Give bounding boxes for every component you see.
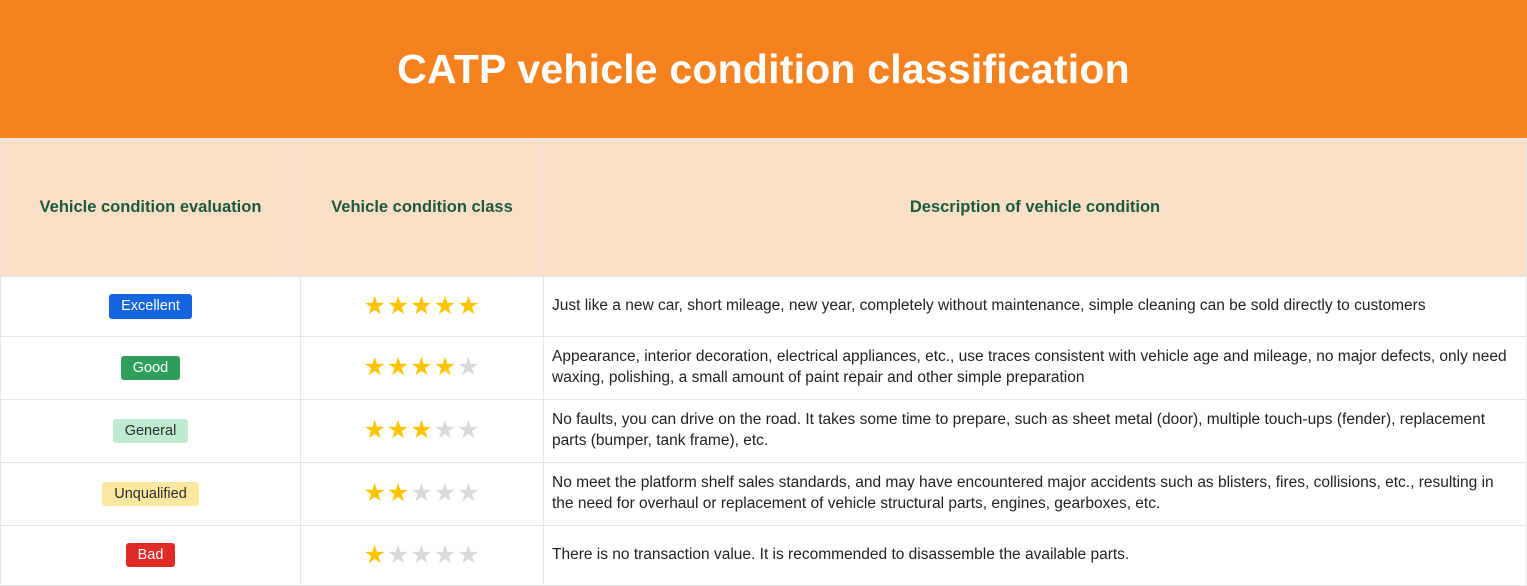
star-empty-icon: ★	[410, 479, 434, 508]
cell-condition-class	[301, 525, 544, 585]
table-row	[1, 337, 1527, 400]
table-header	[1, 139, 1527, 277]
cell-evaluation	[1, 462, 301, 525]
star-filled-icon: ★	[363, 416, 387, 445]
star-empty-icon: ★	[457, 416, 481, 445]
cell-evaluation	[1, 525, 301, 585]
star-empty-icon: ★	[457, 353, 481, 382]
star-rating	[363, 353, 480, 381]
star-filled-icon: ★	[457, 292, 481, 320]
column-header-description: Description of vehicle condition	[544, 139, 1527, 277]
cell-condition-class	[301, 337, 544, 400]
star-filled-icon: ★	[433, 353, 458, 382]
status-badge: Unqualified	[102, 482, 199, 506]
table-row	[1, 399, 1527, 462]
star-filled-icon: ★	[386, 353, 411, 382]
star-filled-icon: ★	[363, 353, 387, 382]
table-row	[1, 525, 1527, 585]
star-filled-icon: ★	[410, 353, 434, 382]
cell-evaluation	[1, 337, 301, 400]
table-body	[1, 277, 1527, 586]
star-empty-icon: ★	[433, 416, 458, 445]
star-filled-icon: ★	[433, 292, 458, 320]
star-rating	[363, 292, 480, 320]
status-badge: Bad	[126, 543, 176, 567]
cell-description: No faults, you can drive on the road. It takes some time to prepare, such as sheet metal (door), multiple touch-ups (fender), replacement parts (bumper, tank frame), etc.	[544, 399, 1527, 462]
star-empty-icon: ★	[457, 540, 481, 569]
star-empty-icon: ★	[433, 540, 458, 569]
table-row	[1, 277, 1527, 337]
table-row	[1, 462, 1527, 525]
cell-description: There is no transaction value. It is recommended to disassemble the available parts.	[544, 525, 1527, 585]
cell-condition-class	[301, 462, 544, 525]
status-badge: Excellent	[109, 294, 192, 318]
star-empty-icon: ★	[433, 479, 458, 508]
table-header-row	[1, 139, 1527, 277]
title-bar	[0, 0, 1527, 138]
column-header-evaluation: Vehicle condition evaluation	[1, 139, 301, 277]
star-filled-icon: ★	[386, 416, 411, 445]
status-badge: Good	[121, 356, 180, 380]
cell-description: No meet the platform shelf sales standards, and may have encountered major accidents such as blisters, fires, collisions, etc., resulting in the need for overhaul or replacement of vehicle structural parts, engines, gearboxes, etc.	[544, 462, 1527, 525]
star-filled-icon: ★	[386, 292, 411, 320]
star-filled-icon: ★	[386, 479, 411, 508]
star-filled-icon: ★	[363, 540, 387, 569]
cell-description: Appearance, interior decoration, electrical appliances, etc., use traces consistent with vehicle age and mileage, no major defects, only need waxing, polishing, a small amount of paint repair and other simple preparation	[544, 337, 1527, 400]
vehicle-condition-table	[0, 138, 1527, 586]
cell-evaluation	[1, 399, 301, 462]
star-filled-icon: ★	[363, 292, 387, 320]
star-rating	[363, 416, 480, 444]
star-filled-icon: ★	[363, 479, 387, 508]
status-badge: General	[113, 419, 189, 443]
cell-condition-class	[301, 399, 544, 462]
cell-condition-class	[301, 277, 544, 337]
star-empty-icon: ★	[457, 479, 481, 508]
column-header-class: Vehicle condition class	[301, 139, 544, 277]
star-empty-icon: ★	[386, 540, 411, 569]
star-empty-icon: ★	[410, 540, 434, 569]
star-rating	[363, 541, 480, 569]
cell-description: Just like a new car, short mileage, new year, completely without maintenance, simple cleaning can be sold directly to customers	[544, 277, 1527, 337]
page-title: CATP vehicle condition classification	[397, 45, 1130, 92]
star-rating	[363, 479, 480, 507]
star-filled-icon: ★	[410, 292, 434, 320]
star-filled-icon: ★	[410, 416, 434, 445]
cell-evaluation	[1, 277, 301, 337]
